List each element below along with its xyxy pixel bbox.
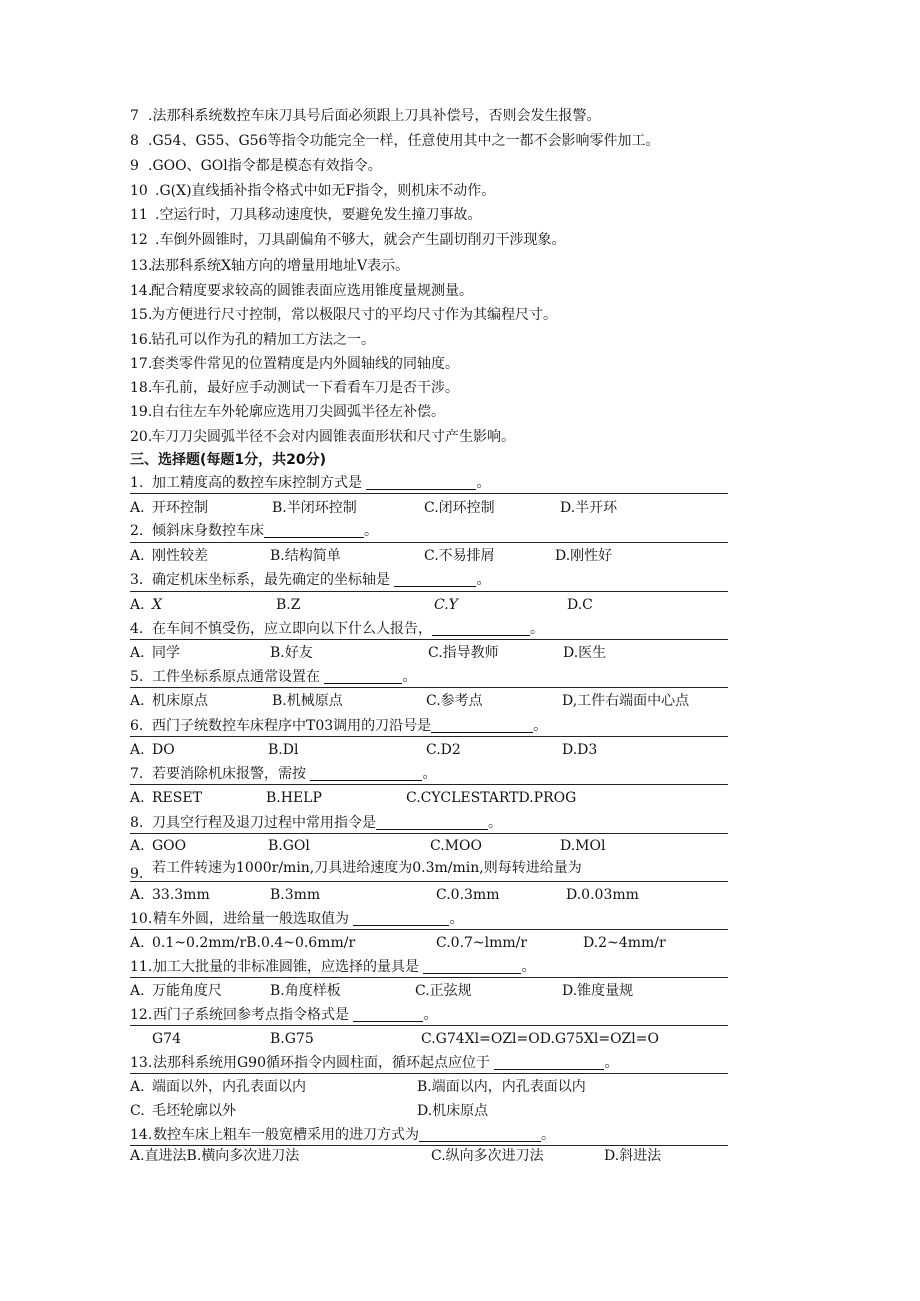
tf-text: 法那科系统X轴方向的增量用地址V表示。	[151, 258, 410, 274]
mc-stem	[152, 716, 547, 736]
tf-text: .G54、G55、G56等指令功能完全一样，任意使用其中之一都不会影响零件加工。	[148, 133, 660, 149]
option-a-b: A.直进法B.横向多次进刀法	[130, 1148, 300, 1164]
option-a-label: A.	[130, 500, 145, 516]
mc-stem-text: 在车间不慎受伤，应立即向以下什么人报告，	[152, 621, 432, 637]
mc-stem	[152, 764, 436, 784]
answer-blank[interactable]	[394, 572, 476, 587]
tf-text: 配合精度要求较高的圆锥表面应选用锥度量规测量。	[151, 283, 473, 299]
question-rule	[130, 1073, 728, 1074]
mc-stem-text: 加工大批量的非标准圆锥，应选择的量具是	[153, 959, 419, 975]
tf-text: 车孔前，最好应手动测试一下看看车刀是否干涉。	[151, 380, 459, 396]
mc-stem-text: 若要消除机床报警，需按	[152, 766, 306, 782]
option-b: B.端面以内，内孔表面以内	[417, 1079, 586, 1095]
mc-num: 13.	[130, 1055, 153, 1071]
mc-num: 4.	[130, 621, 144, 637]
mc-num: 8.	[130, 815, 144, 831]
option-a-label: A.	[130, 597, 145, 613]
option-c: C.闭环控制	[424, 500, 495, 516]
tf-num: 7	[130, 108, 139, 124]
option-a: X	[152, 597, 162, 613]
mc-num: 14.	[130, 1127, 153, 1143]
question-rule	[130, 833, 728, 834]
option-b: B.半闭环控制	[272, 500, 357, 516]
option-c: C.MOO	[430, 838, 482, 854]
option-b: B.机械原点	[272, 693, 343, 709]
mc-num: 5.	[130, 669, 144, 685]
option-b: B.G75	[270, 1031, 314, 1047]
option-a-label: A.	[130, 983, 145, 999]
option-d: D.D3	[562, 742, 598, 758]
mc-stem	[153, 957, 535, 977]
mc-stem-text: 数控车床上粗车一般宽槽采用的进刀方式为	[153, 1127, 419, 1143]
question-rule	[130, 687, 728, 688]
question-rule	[130, 784, 728, 785]
mc-stem-end: 。	[422, 766, 437, 782]
tf-num: 12	[130, 232, 148, 248]
mc-stem-text: 倾斜床身数控车床	[152, 523, 264, 539]
option-a: 机床原点	[152, 693, 208, 709]
tf-num: 9	[130, 158, 139, 174]
mc-stem-text: 确定机床坐标系，最先确定的坐标轴是	[152, 572, 390, 588]
option-d: D.医生	[563, 645, 607, 661]
option-a: G74	[152, 1031, 181, 1047]
mc-num: 7.	[130, 766, 144, 782]
option-a-label: A.	[130, 935, 145, 951]
option-d: D.锥度量规	[562, 983, 634, 999]
answer-blank[interactable]	[494, 1055, 604, 1070]
tf-num: 19.	[130, 404, 153, 420]
option-a: 端面以外，内孔表面以内	[152, 1079, 306, 1095]
mc-stem-end: 。	[530, 621, 544, 637]
mc-stem-end: 。	[533, 718, 548, 734]
option-c: C.参考点	[426, 693, 483, 709]
option-d: D.半开环	[560, 500, 618, 516]
option-a: GOO	[152, 838, 187, 854]
option-a-label: A.	[130, 693, 145, 709]
tf-num: 14.	[130, 283, 153, 299]
option-d: D.C	[567, 597, 593, 613]
option-d: D.2~4mm/r	[583, 935, 666, 951]
question-rule	[130, 639, 728, 640]
option-b: B.Z	[276, 597, 301, 613]
answer-blank[interactable]	[431, 718, 533, 733]
tf-num: 8	[130, 133, 139, 149]
option-c: C.0.7~lmm/r	[436, 935, 528, 951]
tf-text: .GOO、GOl指令都是模态有效指令。	[148, 158, 382, 174]
mc-num: 6.	[130, 718, 144, 734]
tf-text: 车刀刀尖圆弧半径不会对内圆锥表面形状和尺寸产生影响。	[151, 429, 515, 445]
option-c: C.Y	[434, 597, 458, 613]
option-a: DO	[152, 742, 175, 758]
mc-num: 9.	[130, 866, 144, 882]
section-title-text: 三、选择题(每题1分，共20分)	[130, 452, 327, 468]
option-b: B.好友	[270, 645, 313, 661]
tf-num: 17.	[130, 356, 153, 372]
mc-stem	[152, 619, 544, 639]
mc-stem	[152, 473, 490, 493]
option-a-label: A.	[130, 548, 145, 564]
mc-stem-text: 西门子统数控车床程序中T03调用的刀沿号是	[152, 718, 432, 734]
mc-stem-end: 。	[541, 1127, 555, 1143]
tf-num: 13.	[130, 258, 153, 274]
tf-text: 套类零件常见的位置精度是内外圆轴线的同轴度。	[151, 356, 459, 372]
mc-stem	[152, 813, 502, 833]
option-a: 万能角度尺	[152, 983, 222, 999]
mc-stem-end: 。	[604, 1055, 619, 1071]
option-a: 刚性较差	[152, 548, 208, 564]
answer-blank[interactable]	[366, 475, 476, 490]
tf-num: 10	[130, 183, 148, 199]
mc-num: 1.	[130, 475, 144, 491]
option-c-label: C.	[130, 1103, 145, 1119]
option-d: D.0.03mm	[566, 887, 639, 903]
answer-blank[interactable]	[432, 621, 530, 636]
mc-stem-text: 加工精度高的数控车床控制方式是	[152, 475, 362, 491]
option-d: D.机床原点	[417, 1103, 489, 1119]
mc-stem-text: 精车外圆，进给量一般选取值为	[153, 911, 349, 927]
option-a-label: A.	[130, 645, 145, 661]
option-c: 毛坯轮廓以外	[152, 1103, 236, 1119]
mc-stem-text: 工件坐标系原点通常设置在	[152, 669, 320, 685]
mc-stem	[152, 667, 416, 687]
tf-text: .G(X)直线插补指令格式中如无F指令，则机床不动作。	[155, 183, 496, 199]
question-rule	[130, 542, 728, 543]
mc-stem-end: 。	[521, 959, 536, 975]
mc-stem-text: 西门子系统回参考点指令格式是	[153, 1007, 349, 1023]
option-d: D,工件右端面中心点	[562, 693, 690, 709]
option-a: 开环控制	[152, 500, 208, 516]
answer-blank[interactable]	[423, 959, 521, 974]
option-c: C.正弦规	[415, 983, 472, 999]
option-a-label: A.	[130, 887, 145, 903]
mc-stem-end: 。	[402, 669, 417, 685]
mc-stem: 若工件转速为1000r/min,刀具进给速度为0.3m/min,则每转进给量为	[152, 860, 582, 876]
answer-blank[interactable]	[376, 815, 488, 830]
option-c: C.纵向多次进刀法	[431, 1148, 544, 1164]
option-c: C.指导教师	[428, 645, 499, 661]
option-c: C.0.3mm	[436, 887, 500, 903]
option-a-label: A.	[130, 838, 145, 854]
mc-stem	[153, 909, 463, 929]
tf-text: .法那科系统数控车床刀具号后面必须跟上刀具补偿号，否则会发生报警。	[148, 108, 601, 124]
tf-text: 为方便进行尺寸控制，常以极限尺寸的平均尺寸作为其编程尺寸。	[151, 307, 557, 323]
option-c-d: C.G74Xl=OZl=OD.G75Xl=OZl=O	[421, 1031, 659, 1047]
mc-stem	[152, 570, 490, 590]
mc-num: 10.	[130, 911, 153, 927]
mc-stem-end: 。	[476, 475, 491, 491]
mc-num: 2.	[130, 523, 144, 539]
mc-stem	[153, 1125, 555, 1145]
option-a-b: 0.1~0.2mm/rB.0.4~0.6mm/r	[152, 935, 356, 951]
tf-num: 11	[130, 207, 148, 223]
question-rule	[130, 881, 728, 882]
option-c: C.D2	[426, 742, 461, 758]
option-a: RESET	[152, 790, 202, 806]
option-c: C.CYCLESTARTD.PROG	[406, 790, 577, 806]
option-b: B.HELP	[266, 790, 322, 806]
mc-num: 11.	[130, 959, 153, 975]
tf-text: 自右往左车外轮廓应选用刀尖圆弧半径左补偿。	[151, 404, 445, 420]
option-b: B.GOl	[268, 838, 310, 854]
mc-stem-text: 刀具空行程及退刀过程中常用指令是	[152, 815, 376, 831]
answer-blank[interactable]	[264, 523, 364, 538]
tf-text: 钻孔可以作为孔的精加工方法之一。	[151, 332, 375, 348]
question-rule	[130, 929, 728, 930]
option-b: B.Dl	[268, 742, 299, 758]
question-rule	[130, 977, 728, 978]
option-c: C.不易排屑	[424, 548, 495, 564]
mc-stem-end: 。	[423, 1007, 438, 1023]
option-d: D.刚性好	[555, 548, 613, 564]
mc-stem-end: 。	[449, 911, 464, 927]
option-a-label: A.	[130, 790, 145, 806]
mc-stem	[153, 1005, 437, 1025]
mc-stem-text: 法那科系统用G90循环指令内圆柱面，循环起点应位于	[153, 1055, 490, 1071]
answer-blank[interactable]	[353, 911, 449, 926]
answer-blank[interactable]	[419, 1127, 541, 1142]
question-rule	[130, 591, 728, 592]
option-d: D.斜进法	[604, 1148, 662, 1164]
tf-text: .空运行时，刀具移动速度快，要避免发生撞刀事故。	[155, 207, 482, 223]
tf-num: 16.	[130, 332, 153, 348]
answer-blank[interactable]	[324, 669, 402, 684]
mc-num: 3.	[130, 572, 144, 588]
mc-stem	[153, 1053, 618, 1073]
answer-blank[interactable]	[310, 766, 422, 781]
tf-num: 15.	[130, 307, 153, 323]
mc-stem-end: 。	[476, 572, 491, 588]
mc-stem-end: 。	[488, 815, 502, 831]
question-rule	[130, 1025, 728, 1026]
option-d: D.MOl	[560, 838, 606, 854]
tf-num: 20.	[130, 429, 153, 445]
option-a-label: A.	[130, 742, 145, 758]
option-b: B.角度样板	[270, 983, 341, 999]
mc-stem-end: 。	[364, 523, 378, 539]
mc-stem	[152, 521, 378, 541]
mc-num: 12.	[130, 1007, 153, 1023]
option-a: 33.3mm	[152, 887, 210, 903]
option-a: 同学	[152, 645, 180, 661]
option-b: B.3mm	[270, 887, 321, 903]
option-a-label: A.	[130, 1079, 145, 1095]
tf-num: 18.	[130, 380, 153, 396]
question-rule	[130, 736, 728, 737]
answer-blank[interactable]	[353, 1007, 423, 1022]
tf-text: .车倒外圆锥时，刀具副偏角不够大，就会产生副切削刃干涉现象。	[155, 232, 566, 248]
question-rule	[130, 493, 728, 494]
option-b: B.结构简单	[270, 548, 341, 564]
